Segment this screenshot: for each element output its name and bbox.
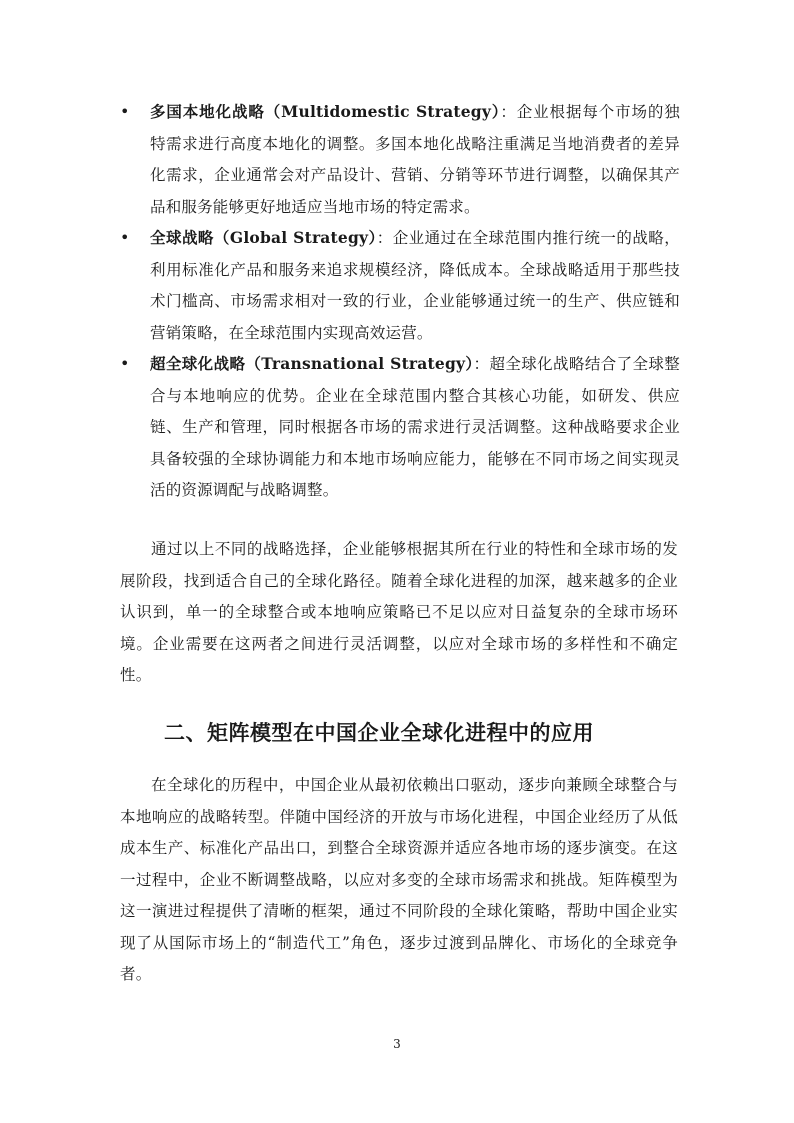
summary-paragraph: 通过以上不同的战略选择，企业能够根据其所在行业的特性和全球市场的发展阶段，找到适合自己的全球化路径。随着全球化进程的加深，越来越多的企业认识到，单一的全球整合或本地响应策略已不足以应对日益复杂的全球市场环境。企业需要在这两者之间进行灵活调整，以应对全球市场的多样性和不确定性。	[120, 540, 678, 684]
bullet-description: ：超全球化战略结合了全球整合与本地响应的优势。企业在全球范围内整合其核心功能，如研发、供应链、生产和管理，同时根据各市场的需求进行灵活调整。这种战略要求企业具备较强的全球协调能力和本地市场响应能力，能够在不同市场之间实现灵活的资源调配与战略调整。	[150, 355, 680, 499]
section-heading: 二、矩阵模型在中国企业全球化进程中的应用	[164, 721, 594, 745]
bullet-marker: •	[120, 354, 130, 373]
bullet-text	[150, 96, 680, 223]
section-paragraph: 在全球化的历程中，中国企业从最初依赖出口驱动，逐步向兼顾全球整合与本地响应的战略转型。伴随中国经济的开放与市场化进程，中国企业经历了从低成本生产、标准化产品出口，到整合全球资源并适应各地市场的逐步演变。在这一过程中，企业不断调整战略，以应对多变的全球市场需求和挑战。矩阵模型为这一演进过程提供了清晰的框架，通过不同阶段的全球化策略，帮助中国企业实现了从国际市场上的“制造代工”角色，逐步过渡到品牌化、市场化的全球竞争者。	[120, 776, 678, 983]
bullet-description: ：企业通过在全球范围内推行统一的战略，利用标准化产品和服务来追求规模经济，降低成本。全球战略适用于那些技术门槛高、市场需求相对一致的行业，企业能够通过统一的生产、供应链和营销策略，在全球范围内实现高效运营。	[150, 229, 680, 342]
bullet-marker: •	[120, 228, 130, 247]
bullet-marker: •	[120, 102, 130, 121]
bullet-term: 全球战略（Global Strategy）	[150, 228, 377, 247]
page-number: 3	[393, 1037, 401, 1051]
bullet-description: ：企业根据每个市场的独特需求进行高度本地化的调整。多国本地化战略注重满足当地消费者的差异化需求，企业通常会对产品设计、营销、分销等环节进行调整，以确保其产品和服务能够更好地适应当地市场的特定需求。	[150, 103, 680, 216]
bullet-text	[150, 348, 680, 507]
bullet-term: 多国本地化战略（Multidomestic Strategy）	[150, 102, 501, 121]
bullet-term: 超全球化战略（Transnational Strategy）	[150, 354, 474, 373]
bullet-text	[150, 222, 680, 349]
